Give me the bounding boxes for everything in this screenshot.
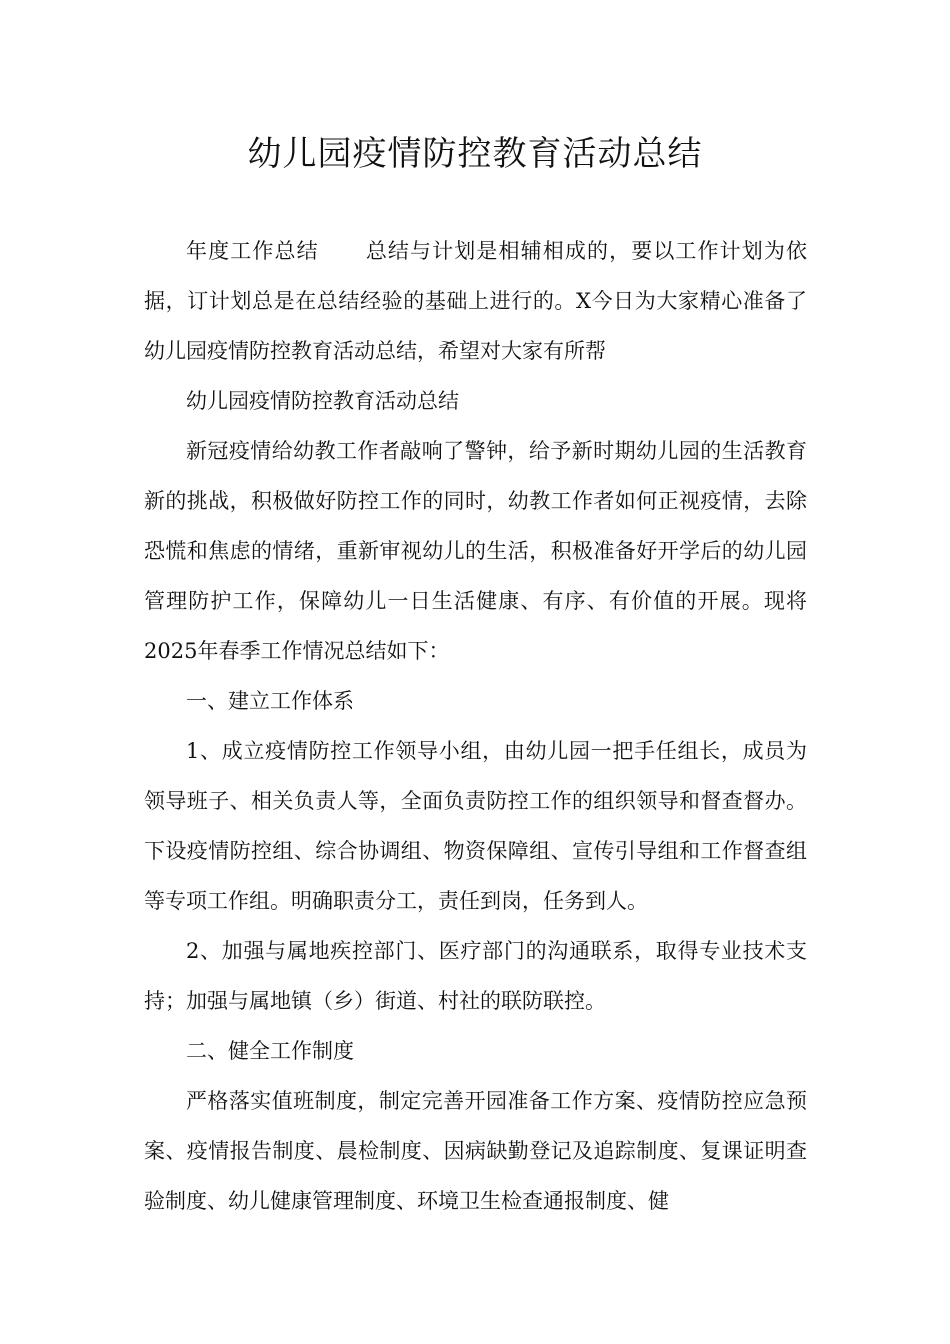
body-paragraph: 新冠疫情给幼教工作者敲响了警钟，给予新时期幼儿园的生活教育新的挑战，积极做好防控工作的同时，幼教工作者如何正视疫情，去除恐慌和焦虑的情绪，重新审视幼儿的生活，积极准备好开学后的幼儿园管理防护工作，保障幼儿一日生活健康、有序、有价值的开展。现将2025年春季工作情况总结如下： xyxy=(144,439,807,663)
intro-paragraph xyxy=(144,226,807,376)
document-body xyxy=(144,226,807,1226)
intro-rest: 总结与计划是相辅相成的，要以工作计划为依据，订计划总是在总结经验的基础上进行的。X今日为大家精心准备了幼儿园疫情防控教育活动总结，希望对大家有所帮 xyxy=(144,239,808,363)
section-heading: 二、健全工作制度 xyxy=(186,1039,354,1063)
body-paragraph: 严格落实值班制度，制定完善开园准备工作方案、疫情防控应急预案、疫情报告制度、晨检制度、因病缺勤登记及追踪制度、复课证明查验制度、幼儿健康管理制度、环境卫生检查通报制度、健 xyxy=(144,1089,807,1213)
intro-lead: 年度工作总结 xyxy=(186,239,319,263)
section-heading: 一、建立工作体系 xyxy=(186,689,354,713)
body-paragraph: 2、加强与属地疾控部门、医疗部门的沟通联系，取得专业技术支持；加强与属地镇（乡）街道、村社的联防联控。 xyxy=(144,939,807,1013)
body-paragraph: 1、成立疫情防控工作领导小组，由幼儿园一把手任组长，成员为领导班子、相关负责人等，全面负责防控工作的组织领导和督查督办。下设疫情防控组、综合协调组、物资保障组、宣传引导组和工作督查组等专项工作组。明确职责分工，责任到岗，任务到人。 xyxy=(144,739,807,913)
document-title: 幼儿园疫情防控教育活动总结 xyxy=(247,134,703,174)
subtitle-paragraph: 幼儿园疫情防控教育活动总结 xyxy=(186,389,459,413)
